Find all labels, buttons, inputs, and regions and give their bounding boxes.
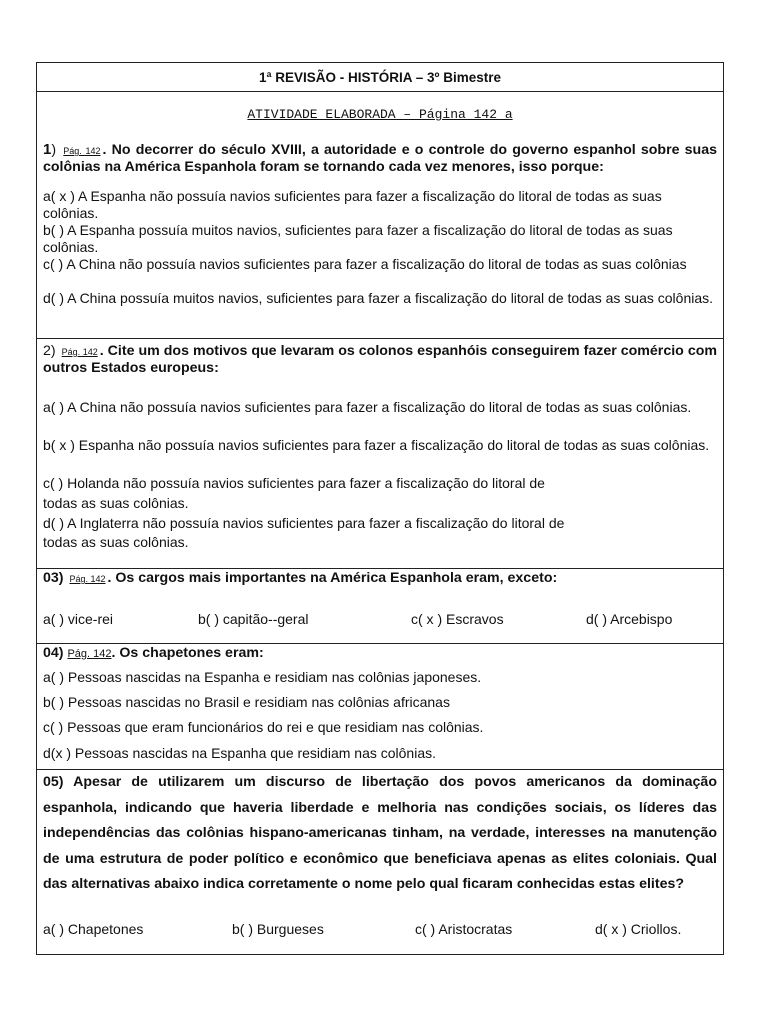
question-5-option-a: a( ) Chapetones <box>43 921 144 937</box>
question-4-prompt: . Os chapetones eram: <box>111 645 264 661</box>
question-2-text <box>43 343 717 376</box>
question-5-option-c: c( ) Aristocratas <box>415 921 513 937</box>
question-3-number: 03) <box>43 570 64 586</box>
question-2-option-d: d( ) A Inglaterra não possuía navios suficientes para fazer a fiscalização do litoral de <box>43 515 565 531</box>
question-1-option-c: c( ) A China não possuía navios suficientes para fazer a fiscalização do litoral de todas as suas colônias <box>43 256 687 272</box>
question-3-page-ref: Pág. 142 <box>69 574 106 584</box>
question-4-page-ref: Pág. 142 <box>67 648 112 660</box>
question-3-option-a: a( ) vice-rei <box>43 611 114 627</box>
question-5-option-d: d( x ) Criollos. <box>595 921 682 937</box>
question-5-prompt: 05) Apesar de utilizarem um discurso de libertação dos povos americanos da dominação espanhola, indicando que haveria liberdade e melhoria nas condições sociais, os líderes das independências das colônias hispano-americanas tinham, na verdade, interesses na manutenção de uma estrutura de poder político e econômico que beneficiava apenas as elites coloniais. Qual das alternativas abaixo indica corretamente o nome pelo qual ficaram conhecidas estas elites? <box>43 774 717 892</box>
question-1-prompt: . No decorrer do século XVIII, a autoridade e o controle do governo espanhol sobre suas colônias na América Espanhola foram se tornando cada vez menores, isso porque: <box>43 142 717 175</box>
question-2-option-a: a( ) A China não possuía navios suficientes para fazer a fiscalização do litoral de todas as suas colônias. <box>43 399 692 415</box>
question-1-option-b: b( ) A Espanha possuía muitos navios, suficientes para fazer a fiscalização do litoral de todas as suas colônias. <box>43 222 673 255</box>
question-4-option-a: a( ) Pessoas nascidas na Espanha e residiam nas colônias japoneses. <box>43 669 482 685</box>
sheet-title: 1ª REVISÃO - HISTÓRIA – 3º Bimestre <box>37 63 723 92</box>
question-4-option-d: d(x ) Pessoas nascidas na Espanha que residiam nas colônias. <box>43 745 436 761</box>
question-3-text <box>43 570 717 587</box>
question-2-option-d-cont: todas as suas colônias. <box>43 534 189 550</box>
question-2-option-c-cont: todas as suas colônias. <box>43 495 189 511</box>
question-4-option-c: c( ) Pessoas que eram funcionários do rei e que residiam nas colônias. <box>43 719 484 735</box>
question-2-page-ref: Pág. 142 <box>61 347 98 357</box>
question-5-option-b: b( ) Burgueses <box>232 921 324 937</box>
question-2-prompt: . Cite um dos motivos que levaram os colonos espanhóis conseguirem fazer comércio com outros Estados europeus: <box>43 343 717 376</box>
question-2-section <box>37 339 723 569</box>
question-2-option-b: b( x ) Espanha não possuía navios suficientes para fazer a fiscalização do litoral de todas as suas colônias. <box>43 437 710 453</box>
question-2-option-c: c( ) Holanda não possuía navios suficientes para fazer a fiscalização do litoral de <box>43 475 545 491</box>
activity-title: ATIVIDADE ELABORADA – Página 142 a <box>247 107 513 122</box>
question-4-number: 04) <box>43 645 64 661</box>
question-1-page-ref: Pág. 142 <box>63 146 101 156</box>
question-3-option-c: c( x ) Escravos <box>411 611 504 627</box>
question-4-text <box>43 645 717 662</box>
question-1-option-a: a( x ) A Espanha não possuía navios suficientes para fazer a fiscalização do litoral de todas as suas colônias. <box>43 188 662 221</box>
question-1-text <box>43 142 717 175</box>
question-1-number: 1 <box>43 141 52 158</box>
question-3-option-b: b( ) capitão--geral <box>198 611 309 627</box>
question-2-number: 2) <box>43 343 56 359</box>
question-5-section <box>37 770 723 954</box>
review-sheet <box>36 62 724 955</box>
question-1-section <box>37 92 723 339</box>
question-4-option-b: b( ) Pessoas nascidas no Brasil e residiam nas colônias africanas <box>43 694 450 710</box>
question-3-section <box>37 569 723 644</box>
question-3-prompt: . Os cargos mais importantes na América Espanhola eram, exceto: <box>107 570 558 586</box>
question-1-paren: ) <box>51 142 57 158</box>
question-1-option-d: d( ) A China possuía muitos navios, suficientes para fazer a fiscalização do litoral de todas as suas colônias. <box>43 290 714 306</box>
question-3-option-d: d( ) Arcebispo <box>586 611 673 627</box>
question-4-section <box>37 644 723 770</box>
